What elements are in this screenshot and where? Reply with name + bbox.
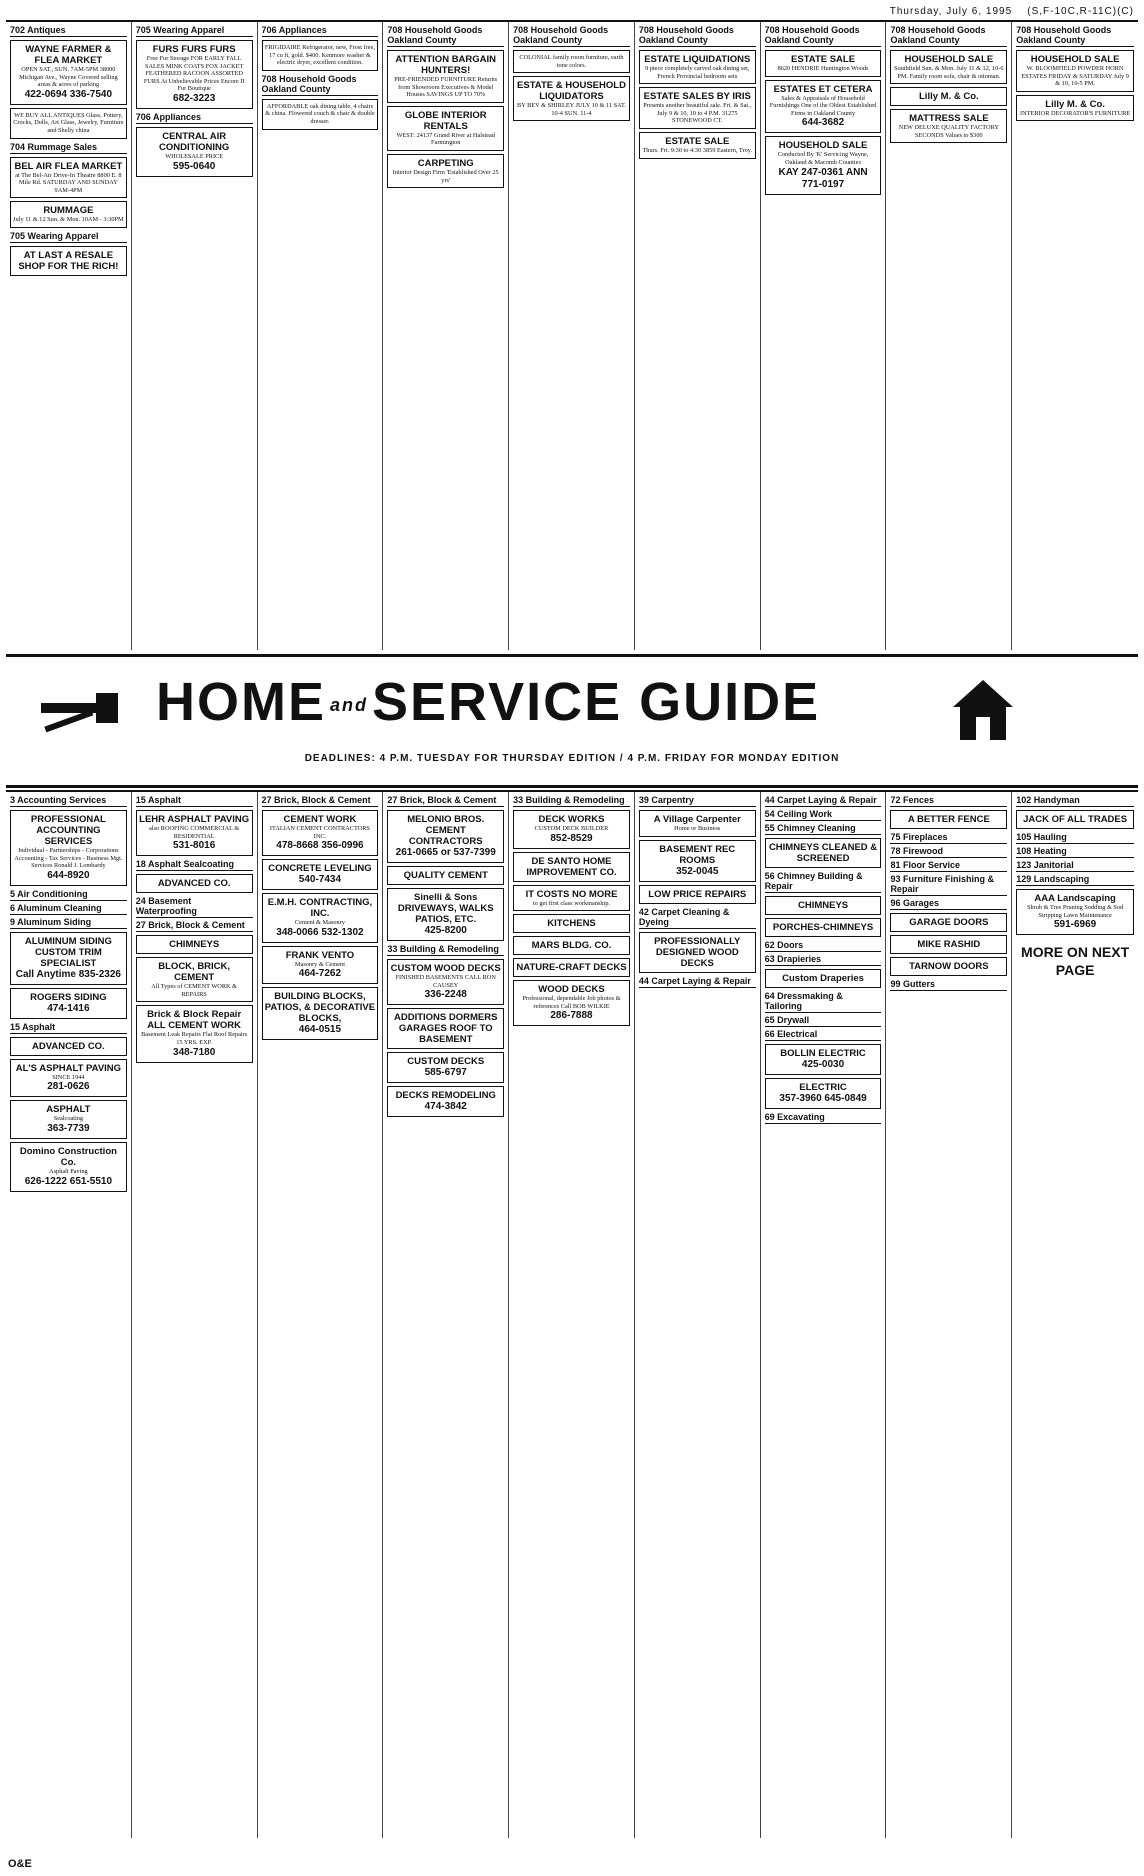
ad-headline: MARS BLDG. CO.	[531, 940, 612, 952]
ad-phone: 464-0515	[298, 1024, 342, 1036]
classified-ad	[765, 80, 882, 134]
category-header: 81 Floor Service	[890, 860, 1007, 872]
ad-phone: 540-7434	[298, 874, 342, 886]
classified-ad	[639, 87, 756, 129]
category-header: 44 Carpet Laying & Repair	[765, 795, 882, 807]
classified-ad	[639, 932, 756, 973]
classified-ad	[262, 810, 379, 856]
ad-phone: 585-6797	[424, 1067, 467, 1079]
category-header: 708 Household Goods Oakland County	[890, 25, 1007, 47]
classified-ad	[10, 108, 127, 139]
home-service-guide-banner	[6, 654, 1138, 788]
ad-headline: AT LAST A RESALE SHOP FOR THE RICH!	[18, 249, 119, 272]
classified-ad	[765, 918, 882, 937]
classified-column	[761, 792, 887, 1838]
ad-headline: ESTATE SALES BY IRIS	[643, 91, 751, 103]
classified-ad	[513, 76, 630, 121]
ad-headline: TARNOW DOORS	[909, 961, 989, 972]
ad-headline: MELONIO BROS. CEMENT CONTRACTORS	[407, 814, 485, 847]
date-line: Thursday, July 6, 1995	[889, 6, 1013, 17]
classified-column	[383, 792, 509, 1838]
category-header: 33 Building & Remodeling	[387, 944, 504, 956]
classified-ad	[262, 946, 379, 985]
classified-ad	[513, 50, 630, 73]
category-header: 66 Electrical	[765, 1029, 882, 1041]
classified-ad	[10, 1142, 127, 1192]
classified-ad	[765, 1078, 882, 1109]
ad-body: Shrub & Tree Pruning Sodding & Sod Stripping Lawn Maintenance	[1027, 904, 1124, 919]
ad-headline: ELECTRIC	[799, 1082, 847, 1093]
ad-headline: DE SANTO HOME IMPROVEMENT CO.	[526, 855, 617, 878]
classified-column	[886, 22, 1012, 650]
classified-ad	[639, 810, 756, 837]
ad-headline: Domino Construction Co.	[19, 1145, 117, 1168]
ad-phone: 286-7888	[550, 1010, 593, 1022]
classified-column	[132, 792, 258, 1838]
category-header: 708 Household Goods Oakland County	[639, 25, 756, 47]
ad-body: FINISHED BASEMENTS CALL RON CAUSEY	[395, 974, 496, 989]
ad-headline: ADVANCED CO.	[32, 1040, 105, 1052]
ad-phone: 281-0626	[47, 1081, 90, 1093]
classified-ad	[10, 40, 127, 105]
ad-headline: GLOBE INTERIOR RENTALS	[404, 109, 487, 132]
classified-column	[258, 792, 384, 1838]
ad-body: Southfield Sun. & Mon. July 11 & 12, 10-6 PM. Family room sofa, chair & ottoman.	[894, 65, 1004, 80]
ad-phone: 626-1222 651-5510	[24, 1175, 113, 1187]
classified-ad	[890, 87, 1007, 106]
category-header: 708 Household Goods Oakland County	[765, 25, 882, 47]
ad-headline: RUMMAGE	[43, 205, 94, 217]
category-header: 69 Excavating	[765, 1112, 882, 1124]
ad-body: WEST: 24137 Grand River at Halstead Farmington	[396, 131, 495, 147]
category-header: 65 Drywall	[765, 1015, 882, 1027]
ad-headline: Lilly M. & Co.	[1045, 98, 1105, 110]
ad-body: COLONIAL family room furniture, earth tone colors.	[519, 54, 624, 69]
classified-ad	[10, 1100, 127, 1139]
classifieds-top-section	[6, 20, 1138, 650]
ad-body: Conducted By 'K' Servicing Wayne, Oakland & Macomb Counties	[777, 151, 869, 166]
ad-body: Asphalt Paving	[49, 1167, 88, 1175]
classified-ad	[387, 106, 504, 151]
classified-ad	[10, 246, 127, 276]
classified-ad	[262, 99, 379, 130]
ad-headline: CHIMNEYS CLEANED & SCREENED	[768, 842, 878, 864]
ad-phone: KAY 247-0361 ANN 771-0197	[778, 166, 868, 190]
ad-body: FRIGIDAIRE Refrigerator, new, Frost free, 17 cu ft, gold. $400. Kenmore washer & electric dryer, excellent condition.	[264, 44, 375, 67]
ad-headline: GARAGE DOORS	[909, 917, 989, 928]
category-header: 705 Wearing Apparel	[10, 231, 127, 243]
ad-body: Sales & Appraisals of Household Furnishings One of the Oldest Established Firms in Oakland County	[769, 94, 877, 117]
ad-headline: CONCRETE LEVELING	[268, 863, 372, 875]
category-header: 108 Heating	[1016, 846, 1134, 858]
classified-ad	[387, 154, 504, 188]
category-header: 129 Landscaping	[1016, 874, 1134, 886]
classified-ad	[262, 987, 379, 1040]
ad-body: Basement Leak Repairs Flat Roof Repairs 15 YRS. EXP.	[141, 1031, 248, 1046]
classified-ad	[136, 1005, 253, 1062]
classified-ad	[513, 810, 630, 849]
classified-ad	[10, 201, 127, 228]
ad-body: Thurs. Fri. 9:30 to 4:30 3859 Eastern, Troy.	[642, 146, 753, 154]
ad-headline: FRANK VENTO	[285, 949, 355, 961]
category-header: 93 Furniture Finishing & Repair	[890, 874, 1007, 896]
ad-body: NEW DELUXE QUALITY FACTORY SECONDS Values to $300	[898, 124, 999, 139]
ad-headline: PROFESSIONAL ACCOUNTING SERVICES	[30, 814, 106, 847]
ad-body: Cement & Masonry	[294, 919, 345, 927]
ad-headline: FURS FURS FURS	[152, 44, 236, 55]
category-header: 75 Fireplaces	[890, 832, 1007, 844]
category-header: 708 Household Goods Oakland County	[1016, 25, 1134, 47]
ad-headline: CHIMNEYS	[169, 939, 220, 951]
category-header: 27 Brick, Block & Cement	[262, 795, 379, 807]
category-header: 708 Household Goods Oakland County	[513, 25, 630, 47]
classified-ad	[513, 885, 630, 912]
ad-body: OPEN SAT., SUN. 7AM-5PM 38000 Michigan Ave., Wayne Covered selling areas & acres of parking	[19, 66, 118, 89]
classified-ad	[765, 136, 882, 194]
classified-ad	[890, 810, 1007, 829]
classified-ad	[513, 936, 630, 955]
ad-headline: ADVANCED CO.	[157, 878, 231, 890]
ad-headline: A BETTER FENCE	[907, 814, 990, 825]
category-header: 54 Ceiling Work	[765, 809, 882, 821]
category-header: 62 Doors	[765, 940, 882, 952]
ad-body: ITALIAN CEMENT CONTRACTORS INC.	[269, 825, 370, 840]
classified-ad	[387, 866, 504, 885]
category-header: 6 Aluminum Cleaning	[10, 903, 127, 915]
classified-column	[6, 792, 132, 1838]
classified-column	[132, 22, 258, 650]
ad-headline: HOUSEHOLD SALE	[1030, 54, 1120, 65]
ad-phone: 425-0030	[801, 1059, 845, 1070]
classified-ad	[513, 980, 630, 1026]
classified-ad	[136, 40, 253, 109]
classified-column	[1012, 792, 1138, 1838]
ad-phone: 644-3682	[801, 117, 845, 129]
ad-headline: DECKS REMODELING	[395, 1090, 496, 1102]
ad-headline: ESTATES ET CETERA	[773, 83, 873, 95]
classified-ad	[262, 859, 379, 890]
ad-body: Free Fur Storage FOR EARLY FALL SALES MINK COATS FOX JACKET FEATHERED RACOON ASSORTED FURS At Unbelievable Prices Encore II Fur Boutique	[143, 55, 245, 93]
more-on-next-page: MORE ON NEXT PAGE	[1021, 944, 1130, 979]
classified-ad	[1016, 810, 1134, 829]
classified-ad	[890, 913, 1007, 932]
ad-body: 9 piece completely carved oak dining set, French Provincial bedroom sets	[645, 65, 750, 80]
category-header: 64 Dressmaking & Tailoring	[765, 991, 882, 1013]
ad-body: at The Bel-Air Drive-In Theatre 8800 E. 8 Mile Rd. SATURDAY AND SUNDAY 9AM-4PM	[15, 171, 122, 194]
ad-phone: 348-7180	[173, 1046, 216, 1058]
category-header: 99 Gutters	[890, 979, 1007, 991]
ad-body: W. BLOOMFIELD POWDER HORN ESTATES FRIDAY & SATURDAY July 9 & 10, 10-5 PM.	[1021, 65, 1129, 88]
ad-headline: JACK OF ALL TRADES	[1023, 814, 1128, 825]
category-header: 9 Aluminum Siding	[10, 917, 127, 929]
classified-column	[258, 22, 384, 650]
category-header: 27 Brick, Block & Cement	[387, 795, 504, 807]
ad-body: SINCE 1944	[52, 1073, 85, 1081]
ad-phone: 336-2248	[424, 989, 467, 1001]
classified-ad	[10, 157, 127, 199]
category-header: 704 Rummage Sales	[10, 142, 127, 154]
category-header: 3 Accounting Services	[10, 795, 127, 807]
ad-headline: CUSTOM WOOD DECKS	[390, 963, 501, 974]
classified-ad	[387, 1086, 504, 1117]
category-header: 123 Janitorial	[1016, 860, 1134, 872]
footer-label: O&E	[8, 1858, 32, 1870]
classified-ad	[513, 914, 630, 933]
ad-phone: 591-6969	[1053, 919, 1097, 931]
ad-body: All Types of CEMENT WORK & REPAIRS	[151, 983, 238, 998]
ad-headline: CUSTOM DECKS	[407, 1056, 485, 1068]
ad-headline: CEMENT WORK	[283, 814, 357, 825]
classified-ad	[765, 969, 882, 988]
classified-column	[635, 792, 761, 1838]
category-header: 702 Antiques	[10, 25, 127, 37]
classified-ad	[890, 50, 1007, 84]
classified-ad	[387, 888, 504, 941]
category-header: 705 Wearing Apparel	[136, 25, 253, 37]
classified-ad	[513, 852, 630, 882]
ad-headline: IT COSTS NO MORE	[525, 888, 618, 900]
category-header: 44 Carpet Laying & Repair	[639, 976, 756, 988]
ad-body: also ROOFING COMMERCIAL & RESIDENTIAL	[149, 825, 240, 840]
ad-body: WHOLESALE PRICE	[165, 152, 224, 160]
ad-body: Sealcoating	[53, 1115, 84, 1123]
ad-phone: 357-3960 645-0849	[779, 1093, 867, 1104]
ad-headline: NATURE-CRAFT DECKS	[516, 962, 627, 974]
ad-headline: KITCHENS	[547, 918, 596, 930]
ad-body: July 11 & 12 Sun. & Mon. 10AM - 3:30PM	[13, 216, 124, 224]
ad-body: to get first class workmanship.	[532, 899, 611, 907]
classified-ad	[262, 40, 379, 71]
ad-body: Professional, dependable Job photos & references Call BOB WILKIE	[522, 995, 621, 1010]
classified-ad	[10, 1059, 127, 1098]
ad-headline: BUILDING BLOCKS, PATIOS, & DECORATIVE BLOCKS,	[264, 991, 376, 1025]
classified-ad	[639, 132, 756, 159]
ad-body: Presents another beautiful sale. Fri. & Sat., July 9 & 10, 10 to 4 P.M. 31275 STONEWOOD CT.	[643, 102, 752, 125]
classified-ad	[765, 50, 882, 77]
ad-headline: BASEMENT REC ROOMS	[659, 843, 736, 866]
classified-ad	[387, 810, 504, 863]
ad-body: WE BUY ALL ANTIQUES Glass, Pottery, Crocks, Dolls, Art Glass, Jewelry, Furniture and Shelly china	[13, 111, 124, 134]
classified-ad	[890, 957, 1007, 976]
classified-ad	[639, 50, 756, 84]
category-header: 15 Asphalt	[10, 1022, 127, 1034]
ad-headline: BOLLIN ELECTRIC	[780, 1048, 866, 1059]
classified-ad	[1016, 50, 1134, 92]
ad-headline: CHIMNEYS	[797, 900, 849, 911]
category-header: 39 Carpentry	[639, 795, 756, 807]
ad-headline: MIKE RASHID	[917, 939, 981, 950]
ad-headline: DECK WORKS	[538, 814, 605, 825]
ad-headline: ADDITIONS DORMERS GARAGES ROOF TO BASEMENT	[393, 1012, 498, 1046]
ad-headline: ROGERS SIDING	[30, 991, 107, 1003]
classified-column	[509, 22, 635, 650]
classified-ad	[10, 1037, 127, 1056]
classified-column	[383, 22, 509, 650]
ad-phone: 348-0066 532-1302	[276, 926, 364, 938]
category-header: 105 Hauling	[1016, 832, 1134, 844]
ad-headline: AL'S ASPHALT PAVING	[15, 1062, 122, 1074]
ad-headline: ATTENTION BARGAIN HUNTERS!	[395, 54, 497, 76]
category-header: 27 Brick, Block & Cement	[136, 920, 253, 932]
classified-column	[886, 792, 1012, 1838]
classified-ad	[136, 810, 253, 856]
classified-ad	[513, 958, 630, 977]
classified-ad	[765, 896, 882, 915]
ad-phone: 474-1416	[47, 1002, 90, 1014]
ad-headline: CENTRAL AIR CONDITIONING	[159, 130, 230, 153]
ad-phone: 478-8668 356-0996	[276, 840, 364, 852]
category-header: 33 Building & Remodeling	[513, 795, 630, 807]
classified-ad	[136, 935, 253, 954]
classified-ad	[639, 885, 756, 904]
page-header	[890, 6, 1134, 17]
banner-title: HOME andSERVICE GUIDE	[156, 672, 821, 732]
category-header: 55 Chimney Cleaning	[765, 823, 882, 835]
ad-headline: ASPHALT	[46, 1104, 91, 1116]
classified-ad	[387, 1008, 504, 1049]
ad-headline: BLOCK, BRICK, CEMENT	[158, 961, 231, 984]
ad-headline: PROFESSIONALLY DESIGNED WOOD DECKS	[654, 935, 741, 969]
classified-ad	[10, 932, 127, 985]
classified-ad	[1016, 95, 1134, 122]
ad-phone: 464-7262	[298, 968, 342, 980]
category-header: 18 Asphalt Sealcoating	[136, 859, 253, 871]
classified-column	[635, 22, 761, 650]
ad-headline: Sinelli & Sons DRIVEWAYS, WALKS PATIOS, ETC.	[397, 892, 494, 925]
ad-body: PRE-FRIENDED FURNITURE Returns from Showroom Executives & Model Houses SAVINGS UP TO 70%	[394, 76, 498, 99]
classified-ad	[10, 988, 127, 1019]
ad-headline: ESTATE & HOUSEHOLD LIQUIDATORS	[517, 80, 626, 103]
classified-ad	[639, 840, 756, 882]
ad-phone: 261-0665 or 537-7399	[395, 847, 496, 858]
ad-headline: Brick & Block Repair ALL CEMENT WORK	[147, 1009, 242, 1032]
ad-headline: A Village Carpenter	[653, 814, 741, 825]
classified-ad	[1016, 889, 1134, 935]
ad-headline: WAYNE FARMER & FLEA MARKET	[25, 44, 112, 66]
ad-body: AFFORDABLE oak dining table, 4 chairs & china. Flowered couch & chair & double dresser.	[265, 102, 375, 125]
ad-headline: E.M.H. CONTRACTING, INC.	[267, 897, 373, 920]
ad-headline: HOUSEHOLD SALE	[778, 140, 868, 152]
category-header: 63 Drapieries	[765, 954, 882, 966]
ad-headline: AAA Landscaping	[1034, 893, 1116, 904]
ad-phone: 644-8920	[47, 869, 90, 881]
ad-headline: ESTATE LIQUIDATIONS	[644, 54, 751, 65]
category-header: 708 Household Goods Oakland County	[387, 25, 504, 47]
ad-body: Masonry & Cement	[294, 960, 345, 968]
ad-phone: Call Anytime 835-2326	[15, 968, 121, 980]
category-header: 706 Appliances	[262, 25, 379, 37]
ad-phone: 852-8529	[550, 832, 593, 844]
classified-ad	[890, 109, 1007, 143]
edition-code: (S,F-10C,R-11C)(C)	[1027, 6, 1134, 17]
classified-column	[761, 22, 887, 650]
ad-headline: ALUMINUM SIDING CUSTOM TRIM SPECIALIST	[24, 935, 112, 969]
ad-headline: Custom Draperies	[782, 973, 864, 984]
ad-headline: ESTATE SALE	[665, 135, 730, 147]
classified-ad	[136, 874, 253, 893]
house-icon	[948, 675, 1018, 745]
category-header: 706 Appliances	[136, 112, 253, 124]
classified-ad	[765, 838, 882, 868]
ad-phone: 682-3223	[173, 92, 216, 104]
category-header: 72 Fences	[890, 795, 1007, 807]
ad-phone: 425-8200	[424, 925, 467, 936]
ad-headline: LEHR ASPHALT PAVING	[139, 814, 250, 825]
classified-column	[1012, 22, 1138, 650]
ad-phone: 595-0640	[173, 160, 216, 172]
category-header: 56 Chimney Building & Repair	[765, 871, 882, 893]
category-header: 102 Handyman	[1016, 795, 1134, 807]
ad-body: Home or Business	[674, 825, 721, 832]
classified-ad	[136, 957, 253, 1002]
ad-phone: 422-0694 336-7540	[24, 88, 113, 100]
ad-headline: CARPETING	[417, 157, 474, 169]
classified-ad	[890, 935, 1007, 954]
ad-headline: MATTRESS SALE	[909, 113, 989, 125]
category-header: 5 Air Conditioning	[10, 889, 127, 901]
classified-ad	[136, 127, 253, 177]
ad-headline: QUALITY CEMENT	[403, 870, 488, 881]
ad-body: CUSTOM DECK BUILDER	[534, 825, 609, 832]
classified-ad	[387, 50, 504, 103]
ad-phone: 363-7739	[47, 1122, 90, 1134]
ad-headline: PORCHES-CHIMNEYS	[772, 922, 874, 933]
ad-headline: WOOD DECKS	[538, 984, 605, 996]
ad-headline: BEL AIR FLEA MARKET	[14, 160, 123, 172]
deadline-line: DEADLINES: 4 P.M. TUESDAY FOR THURSDAY EDITION / 4 P.M. FRIDAY FOR MONDAY EDITION	[304, 753, 840, 764]
classified-column	[6, 22, 132, 650]
classified-ad	[387, 959, 504, 1005]
ad-headline: LOW PRICE REPAIRS	[648, 888, 747, 900]
classified-ad	[10, 810, 127, 886]
classified-column	[509, 792, 635, 1838]
ad-headline: ESTATE SALE	[791, 54, 856, 65]
tools-icon	[36, 679, 126, 739]
ad-phone: 352-0045	[676, 865, 719, 877]
ad-body: BY BEV & SHIRLEY JULY 10 & 11 SAT. 10-4 SUN. 11-4	[517, 102, 626, 117]
ad-body: Interior Design Firm 'Established Over 25 yrs'	[392, 168, 499, 184]
ad-phone: 531-8016	[173, 840, 216, 852]
category-header: 96 Garages	[890, 898, 1007, 910]
category-header: 708 Household Goods Oakland County	[262, 74, 379, 96]
ad-headline: HOUSEHOLD SALE	[904, 54, 994, 65]
ad-headline: Lilly M. & Co.	[919, 91, 979, 103]
classified-ad	[387, 1052, 504, 1083]
classifieds-bottom-section	[6, 790, 1138, 1838]
category-header: 78 Firewood	[890, 846, 1007, 858]
classified-ad	[262, 893, 379, 943]
ad-body: Individual - Partnerships - Corporations Accounting - Tax Services - Business Mgt. Services Ronald J. Lombardy	[14, 847, 123, 870]
category-header: 15 Asphalt	[136, 795, 253, 807]
classified-ad	[765, 1044, 882, 1075]
ad-body: INTERIOR DECORATOR'S FURNITURE	[1020, 109, 1131, 117]
category-header: 24 Basement Waterproofing	[136, 896, 253, 918]
ad-body: 8620 HENDRIE Huntington Woods	[777, 65, 869, 72]
category-header: 42 Carpet Cleaning & Dyeing	[639, 907, 756, 929]
ad-phone: 474-3842	[424, 1101, 467, 1113]
